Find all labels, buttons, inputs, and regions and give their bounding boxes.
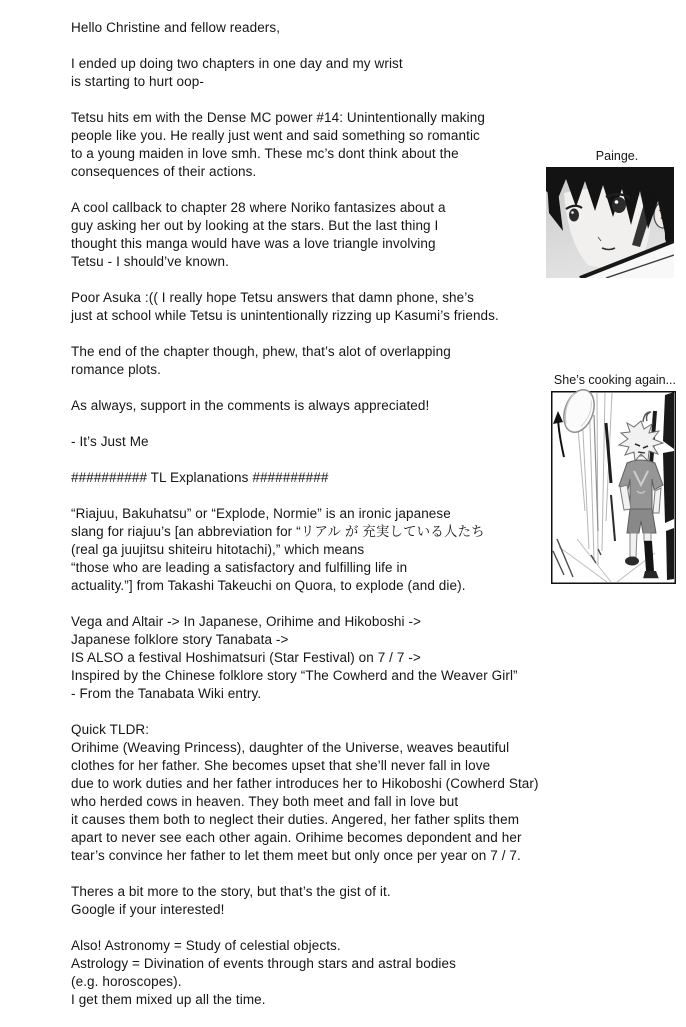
text-line: Theres a bit more to the story, but that’s the gist of it. — [71, 884, 391, 899]
paragraph — [71, 721, 539, 865]
text-line: due to work duties and her father introduces her to Hikoboshi (Cowherd Star) — [71, 776, 539, 791]
text-line: romance plots. — [71, 362, 161, 377]
text-line: thought this manga would have was a love triangle involving — [71, 236, 436, 251]
text-line: Poor Asuka :(( I really hope Tetsu answers that damn phone, she’s — [71, 290, 474, 305]
paragraph — [71, 469, 539, 487]
text-line: “those who are leading a satisfactory and fulfilling life in — [71, 560, 408, 575]
paragraph — [71, 289, 539, 325]
manga-panel-cooking-art — [551, 391, 676, 584]
text-line: Inspired by the Chinese folklore story “The Cowherd and the Weaver Girl” — [71, 668, 518, 683]
paragraph — [71, 505, 539, 595]
text-line: Google if your interested! — [71, 902, 225, 917]
paragraph — [71, 109, 539, 181]
text-line: to a young maiden in love smh. These mc’s dont think about the — [71, 146, 459, 161]
text-line: Tetsu - I should’ve known. — [71, 254, 229, 269]
text-line: Japanese folklore story Tanabata -> — [71, 632, 289, 647]
text-line: people like you. He really just went and said something so romantic — [71, 128, 480, 143]
text-line: Astrology = Divination of events through stars and astral bodies — [71, 956, 456, 971]
paragraph — [71, 19, 539, 37]
text-line: Quick TLDR: — [71, 722, 150, 737]
text-line: - From the Tanabata Wiki entry. — [71, 686, 262, 701]
text-line: guy asking her out by looking at the stars. But the last thing I — [71, 218, 439, 233]
text-line: tear’s convince her father to let them meet but only once per year on 7 / 7. — [71, 848, 521, 863]
text-line: apart to never see each other again. Orihime becomes depondent and her — [71, 830, 522, 845]
translator-letter — [71, 19, 539, 1027]
text-line: Also! Astronomy = Study of celestial objects. — [71, 938, 341, 953]
text-line: I ended up doing two chapters in one day and my wrist — [71, 56, 403, 71]
paragraph — [71, 883, 539, 919]
text-line: ########## TL Explanations ########## — [71, 470, 329, 485]
paragraph — [71, 397, 539, 415]
text-line: Tetsu hits em with the Dense MC power #14: Unintentionally making — [71, 110, 485, 125]
panel-caption-cooking: She’s cooking again... — [553, 373, 676, 387]
text-line: actuality.”] from Takashi Takeuchi on Quora, to explode (and die). — [71, 578, 466, 593]
text-line: IS ALSO a festival Hoshimatsuri (Star Festival) on 7 / 7 -> — [71, 650, 421, 665]
text-line: Vega and Altair -> In Japanese, Orihime and Hikoboshi -> — [71, 614, 422, 629]
paragraph — [71, 343, 539, 379]
text-line: The end of the chapter though, phew, that’s alot of overlapping — [71, 344, 451, 359]
text-line: who herded cows in heaven. They both meet and fall in love but — [71, 794, 459, 809]
paragraph — [71, 433, 539, 451]
text-line: As always, support in the comments is always appreciated! — [71, 398, 430, 413]
text-line: consequences of their actions. — [71, 164, 257, 179]
text-line: Orihime (Weaving Princess), daughter of the Universe, weaves beautiful — [71, 740, 510, 755]
text-line: is starting to hurt oop- — [71, 74, 204, 89]
manga-panel-painge — [546, 149, 674, 278]
text-line: Hello Christine and fellow readers, — [71, 20, 281, 35]
manga-panel-painge-art — [546, 167, 674, 278]
text-line: just at school while Tetsu is unintentionally rizzing up Kasumi’s friends. — [71, 308, 499, 323]
panel-caption-painge: Painge. — [595, 149, 639, 163]
text-line: it causes them both to neglect their duties. Angered, her father splits them — [71, 812, 520, 827]
text-line: A cool callback to chapter 28 where Noriko fantasizes about a — [71, 200, 446, 215]
text-line: I get them mixed up all the time. — [71, 992, 266, 1007]
text-line: (e.g. horoscopes). — [71, 974, 182, 989]
text-line: - It’s Just Me — [71, 434, 149, 449]
paragraph — [71, 55, 539, 91]
paragraph — [71, 199, 539, 271]
text-line: (real ga juujitsu shiteiru hitotachi),” which means — [71, 542, 365, 557]
text-line: slang for riajuu’s [an abbreviation for “リアル が 充実している人たち — [71, 524, 485, 539]
text-line: clothes for her father. She becomes upset that she’ll never fall in love — [71, 758, 491, 773]
paragraph — [71, 937, 539, 1009]
text-line: “Riajuu, Bakuhatsu” or “Explode, Normie” is an ironic japanese — [71, 506, 451, 521]
manga-panel-cooking — [546, 373, 676, 584]
paragraph — [71, 613, 539, 703]
